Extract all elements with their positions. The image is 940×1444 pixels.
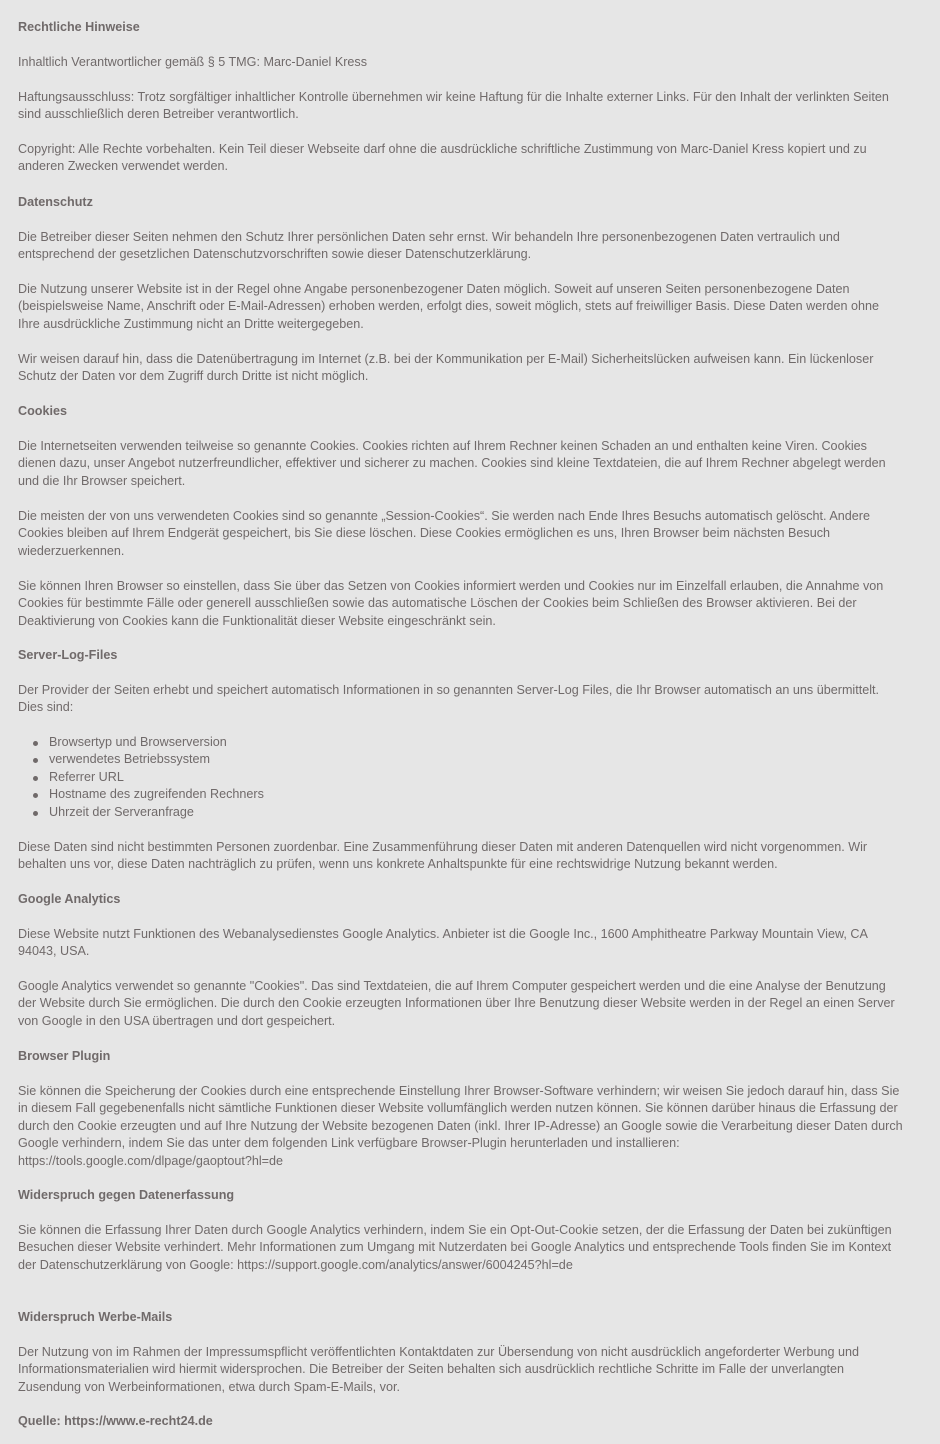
copyright-text: Copyright: Alle Rechte vorbehalten. Kein Teil dieser Webseite darf ohne die ausdrückliche schriftliche Zustimmung von Marc-Daniel Kress kopiert und zu anderen Zwecken verwendet werden. [18, 142, 867, 174]
list-item [18, 751, 903, 768]
datenschutz-paragraph-2: Die Nutzung unserer Website ist in der Regel ohne Angabe personenbezogener Daten möglich. Soweit auf unseren Seiten personenbezogene Daten (beispielsweise Name, Anschrift oder E-Mail-Adressen) erhoben werden, erfolgt dies, soweit möglich, stets auf freiwilliger Basis. Diese Daten werden ohne Ihre ausdrückliche Zustimmung nicht an Dritte weitergegeben. [18, 282, 879, 331]
datenschutz-paragraph-1: Die Betreiber dieser Seiten nehmen den Schutz Ihrer persönlichen Daten sehr ernst. Wir behandeln Ihre personenbezogenen Daten vertraulich und entsprechend der gesetzlichen Datenschutzvorschriften sowie dieser Datenschutzerklärung. [18, 230, 840, 262]
bullet-icon [33, 758, 38, 763]
heading-widerspruch-werbe-mails: Widerspruch Werbe-Mails [18, 1310, 173, 1324]
heading-cookies: Cookies [18, 404, 67, 418]
werbe-mails-paragraph: Der Nutzung von im Rahmen der Impressumspflicht veröffentlichten Kontaktdaten zur Übersendung von nicht ausdrücklich angeforderter Werbung und Informationsmaterialien wird hiermit widersprochen. Die Betreiber der Seiten behalten sich ausdrücklich rechtliche Schritte im Falle der unverlangten Zusendung von Werbeinformationen, etwa durch Spam-E-Mails, vor. [18, 1345, 859, 1394]
list-item [18, 786, 903, 803]
liability-disclaimer-text: Haftungsausschluss: Trotz sorgfältiger inhaltlicher Kontrolle übernehmen wir keine Haftung für die Inhalte externer Links. Für den Inhalt der verlinkten Seiten sind ausschließlich deren Betreiber verantwortlich. [18, 90, 889, 122]
bullet-icon [33, 741, 38, 746]
bullet-icon [33, 793, 38, 798]
server-log-list [18, 734, 903, 821]
list-item-text: verwendetes Betriebssystem [49, 752, 210, 767]
cookies-paragraph-2: Die meisten der von uns verwendeten Cookies sind so genannte „Session-Cookies“. Sie werden nach Ende Ihres Besuchs automatisch gelöscht. Andere Cookies bleiben auf Ihrem Endgerät gespeichert, bis Sie diese löschen. Diese Cookies ermöglichen es uns, Ihren Browser beim nächsten Besuch wiederzuerkennen. [18, 509, 870, 558]
heading-browser-plugin: Browser Plugin [18, 1049, 111, 1063]
widerspruch-paragraph: Sie können die Erfassung Ihrer Daten durch Google Analytics verhindern, indem Sie ein Opt-Out-Cookie setzen, der die Erfassung der Daten bei zukünftigen Besuchen dieser Website verhindert. Mehr Informationen zum Umgang mit Nutzerdaten bei Google Analytics und entsprechende Tools finden Sie im Kontext der Datenschutzerklärung von Google: https://support.google.com/analytics/answer/6004245?hl=de [18, 1223, 892, 1272]
cookies-paragraph-1: Die Internetseiten verwenden teilweise so genannte Cookies. Cookies richten auf Ihrem Rechner keinen Schaden an und enthalten keine Viren. Cookies dienen dazu, unser Angebot nutzerfreundlicher, effektiver und sicherer zu machen. Cookies sind kleine Textdateien, die auf Ihrem Rechner abgelegt werden und die Ihr Browser speichert. [18, 439, 886, 488]
browser-plugin-paragraph: Sie können die Speicherung der Cookies durch eine entsprechende Einstellung Ihrer Browser-Software verhindern; wir weisen Sie jedoch darauf hin, dass Sie in diesem Fall gegebenenfalls nicht sämtliche Funktionen dieser Website vollumfänglich werden nutzen können. Sie können darüber hinaus die Erfassung der durch den Cookie erzeugten und auf Ihre Nutzung der Website bezogenen Daten (inkl. Ihrer IP-Adresse) an Google sowie die Verarbeitung dieser Daten durch Google verhindern, indem Sie das unter dem folgenden Link verfügbare Browser-Plugin herunterladen und installieren: https://tools.google.com/dlpage/gaoptout?hl=de [18, 1084, 903, 1168]
list-item-text: Referrer URL [49, 769, 124, 784]
bullet-icon [33, 776, 38, 781]
source-attribution: Quelle: https://www.e-recht24.de [18, 1414, 213, 1428]
server-log-outro-text: Diese Daten sind nicht bestimmten Personen zuordenbar. Eine Zusammenführung dieser Daten mit anderen Datenquellen wird nicht vorgenommen. Wir behalten uns vor, diese Daten nachträglich zu prüfen, wenn uns konkrete Anhaltspunkte für eine rechtswidrige Nutzung bekannt werden. [18, 840, 868, 872]
datenschutz-paragraph-3: Wir weisen darauf hin, dass die Datenübertragung im Internet (z.B. bei der Kommunikation per E-Mail) Sicherheitslücken aufweisen kann. Ein lückenloser Schutz der Daten vor dem Zugriff durch Dritte ist nicht möglich. [18, 352, 874, 384]
list-item-text: Browsertyp und Browserversion [49, 735, 227, 749]
heading-rechtliche-hinweise: Rechtliche Hinweise [18, 20, 140, 34]
list-item [18, 769, 903, 786]
heading-server-log-files: Server-Log-Files [18, 648, 118, 662]
server-log-intro-text: Der Provider der Seiten erhebt und speichert automatisch Informationen in so genannten Server-Log Files, die Ihr Browser automatisch an uns übermittelt. Dies sind: [18, 683, 880, 715]
analytics-paragraph-1: Diese Website nutzt Funktionen des Webanalysedienstes Google Analytics. Anbieter ist die Google Inc., 1600 Amphitheatre Parkway Mountain View, CA 94043, USA. [18, 927, 868, 959]
heading-datenschutz: Datenschutz [18, 195, 93, 209]
analytics-paragraph-2: Google Analytics verwendet so genannte "Cookies". Das sind Textdateien, die auf Ihrem Computer gespeichert werden und die eine Analyse der Benutzung der Website durch Sie ermöglichen. Die durch den Cookie erzeugten Informationen über Ihre Benutzung dieser Website werden in der Regel an einen Server von Google in den USA übertragen und dort gespeichert. [18, 979, 895, 1028]
bullet-icon [33, 811, 38, 816]
heading-widerspruch-datenerfassung: Widerspruch gegen Datenerfassung [18, 1188, 235, 1202]
heading-google-analytics: Google Analytics [18, 892, 121, 906]
responsible-person-text: Inhaltlich Verantwortlicher gemäß § 5 TMG: Marc-Daniel Kress [18, 55, 368, 69]
list-item-text: Uhrzeit der Serveranfrage [49, 804, 194, 819]
cookies-paragraph-3: Sie können Ihren Browser so einstellen, dass Sie über das Setzen von Cookies informiert werden und Cookies nur im Einzelfall erlauben, die Annahme von Cookies für bestimmte Fälle oder generell ausschließen sowie das automatische Löschen der Cookies beim Schließen des Browser aktivieren. Bei der Deaktivierung von Cookies kann die Funktionalität dieser Website eingeschränkt sein. [18, 579, 884, 628]
list-item [18, 734, 903, 751]
list-item [18, 804, 903, 821]
list-item-text: Hostname des zugreifenden Rechners [49, 787, 264, 802]
